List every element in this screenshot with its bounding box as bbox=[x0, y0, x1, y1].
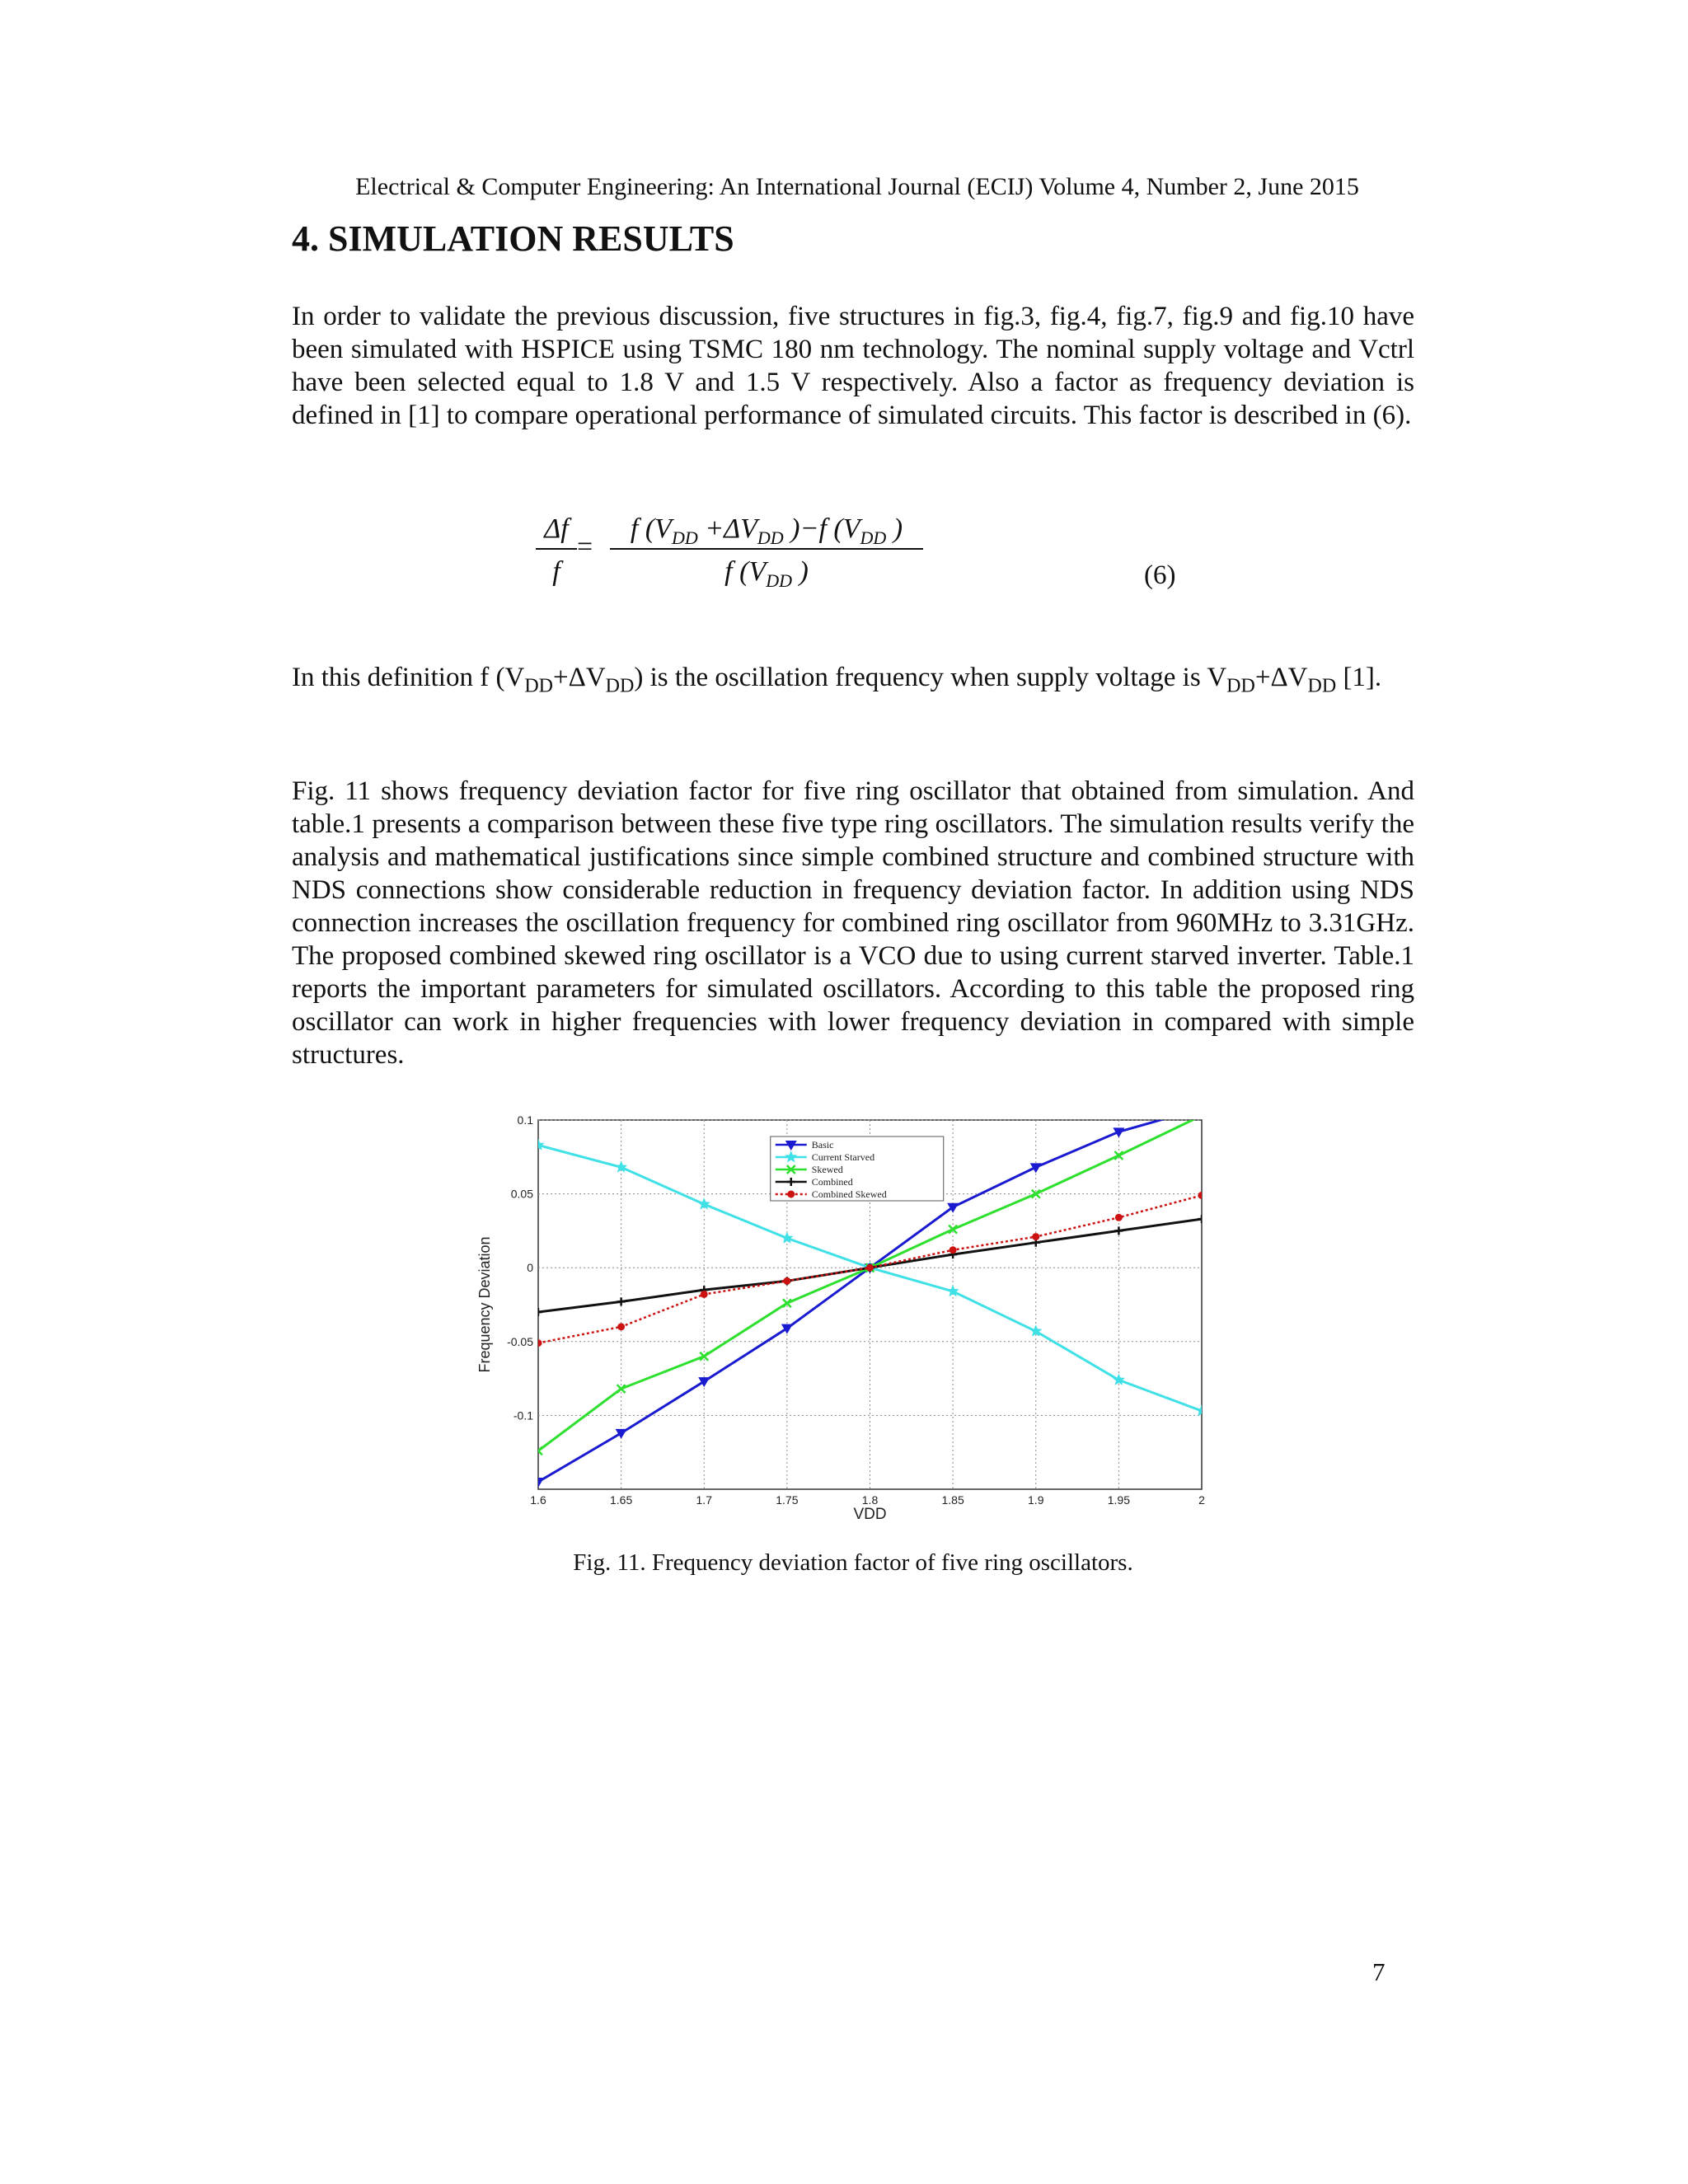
definition-paragraph: In this definition f $(V_{DD}+\Delta V_{DD})$ is the oscillation frequency when supply voltage is $V_{DD}+\Delta V_{DD}$ [1]. bbox=[292, 663, 1382, 697]
x-tick-label: 1.95 bbox=[1107, 1493, 1130, 1507]
y-tick-label: 0 bbox=[527, 1261, 533, 1275]
equation-6 bbox=[519, 507, 948, 598]
figure-11 bbox=[470, 1108, 1228, 1521]
x-tick-label: 1.75 bbox=[776, 1493, 799, 1507]
x-tick-label: 1.85 bbox=[941, 1493, 964, 1507]
x-tick-label: 2 bbox=[1198, 1493, 1205, 1507]
data-point-combined-skewed bbox=[1198, 1192, 1206, 1199]
equation-lhs bbox=[536, 513, 577, 588]
equation-rhs-denominator: f ($V_{DD}$ ) bbox=[724, 556, 809, 591]
equation-lhs-numerator: Δf bbox=[536, 513, 577, 550]
data-point-skewed bbox=[1198, 1112, 1206, 1120]
section-title: 4. SIMULATION RESULTS bbox=[292, 218, 734, 259]
data-point-combined-skewed bbox=[783, 1277, 790, 1285]
data-point-combined-skewed bbox=[617, 1323, 625, 1330]
data-point-combined-skewed bbox=[1032, 1233, 1039, 1240]
equation-lhs-denominator: f bbox=[552, 556, 560, 587]
legend-label-basic: Basic bbox=[811, 1139, 834, 1151]
figure-caption: Fig. 11. Frequency deviation factor of five ring oscillators. bbox=[573, 1549, 1133, 1576]
x-tick-label: 1.6 bbox=[530, 1493, 546, 1507]
y-tick-label: -0.1 bbox=[513, 1408, 533, 1422]
y-tick-label: 0.05 bbox=[510, 1187, 533, 1201]
data-point-combined-skewed bbox=[950, 1246, 957, 1254]
legend-label-skewed: Skewed bbox=[811, 1164, 843, 1175]
x-tick-label: 1.9 bbox=[1028, 1493, 1044, 1507]
equation-number: (6) bbox=[1144, 560, 1176, 590]
data-point-combined-skewed bbox=[701, 1291, 708, 1298]
frequency-deviation-chart bbox=[470, 1108, 1228, 1521]
legend bbox=[771, 1137, 944, 1201]
legend-label-combined: Combined bbox=[811, 1176, 853, 1188]
discussion-paragraph: Fig. 11 shows frequency deviation factor for five ring oscillator that obtained from simulation. And table.1 presents a comparison between these five type ring oscillators. The simulation results verify the analysis and mathematical justifications since simple combined structure and combined structure with NDS connections show considerable reduction in frequency deviation factor. In addition using NDS connection increases the oscillation frequency for combined ring oscillator from 960MHz to 3.31GHz. The proposed combined skewed ring oscillator is a VCO due to using current starved inverter. Table.1 reports the important parameters for simulated oscillators. According to this table the proposed ring oscillator can work in higher frequencies with lower frequency deviation in compared with simple structures. bbox=[292, 776, 1414, 1070]
data-point-combined-skewed bbox=[535, 1339, 542, 1347]
x-tick-label: 1.7 bbox=[696, 1493, 712, 1507]
data-point-combined-skewed bbox=[1115, 1214, 1123, 1221]
data-point-combined-skewed bbox=[866, 1264, 874, 1272]
y-tick-label: 0.1 bbox=[517, 1113, 533, 1127]
equation-rhs bbox=[610, 513, 923, 591]
x-tick-label: 1.8 bbox=[861, 1493, 879, 1507]
x-tick-label: 1.65 bbox=[610, 1493, 633, 1507]
legend-marker-combined-skewed bbox=[787, 1191, 795, 1198]
page-number: 7 bbox=[1372, 1957, 1386, 1986]
equation-equals: = bbox=[577, 532, 593, 562]
data-point-basic bbox=[1196, 1108, 1207, 1114]
legend-label-combined-skewed: Combined Skewed bbox=[811, 1188, 887, 1200]
y-tick-label: -0.05 bbox=[507, 1334, 533, 1348]
intro-paragraph: In order to validate the previous discussion, five structures in fig.3, fig.4, fig.7, fig.9 and fig.10 have been simulated with HSPICE using TSMC 180 nm technology. The nominal supply voltage and Vctrl have been selected equal to 1.8 V and 1.5 V respectively. Also a factor as frequency deviation is defined in [1] to compare operational performance of simulated circuits. This factor is described in (6). bbox=[292, 302, 1414, 430]
running-header: Electrical & Computer Engineering: An International Journal (ECIJ) Volume 4, Number 2, June 2015 bbox=[355, 173, 1359, 200]
legend-label-current-starved: Current Starved bbox=[811, 1151, 875, 1163]
y-axis-label: Frequency Deviation bbox=[476, 1236, 493, 1373]
equation-rhs-numerator: f ($V_{DD} +\Delta V_{DD}$ )−f ($V_{DD}$ ) bbox=[610, 513, 923, 550]
x-axis-label: VDD bbox=[853, 1506, 887, 1521]
